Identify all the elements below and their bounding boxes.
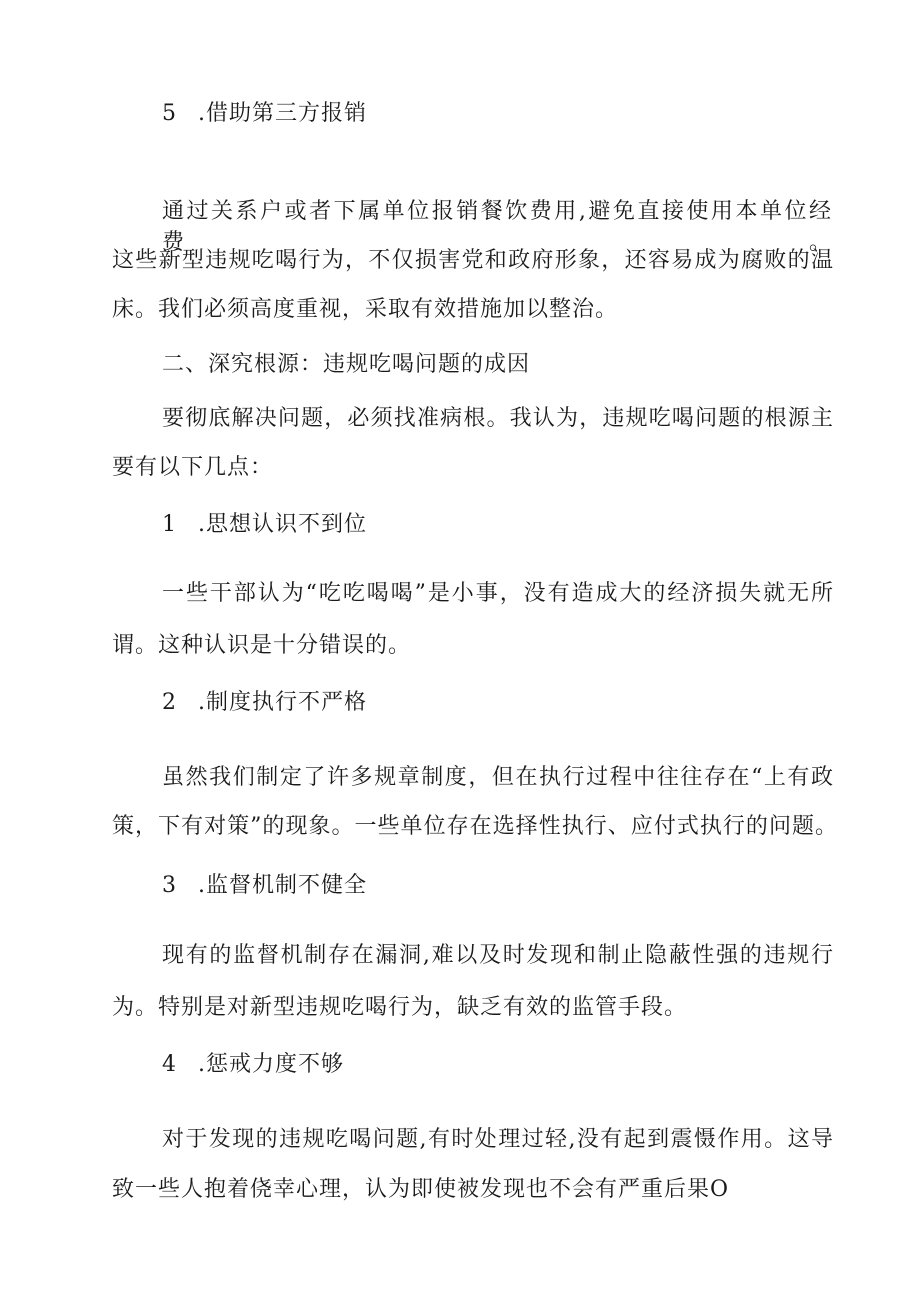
paragraph-line: 对于发现的违规吃喝问题,有时处理过轻,没有起到震慑作用。这导 [162, 1127, 834, 1152]
paragraph-line: 致一些人抱着侥幸心理，认为即使被发现也不会有严重后果O [112, 1177, 730, 1202]
section-heading: 二、深究根源：违规吃喝问题的成因 [162, 352, 531, 377]
paragraph-line: 一些干部认为“吃吃喝喝”是小事，没有造成大的经济损失就无所 [162, 581, 834, 606]
heading-item-4 [162, 1047, 344, 1078]
heading-text: .思想认识不到位 [198, 512, 367, 537]
heading-item-2 [162, 685, 367, 716]
heading-item-3 [162, 868, 367, 899]
paragraph-line: 策，下有对策”的现象。一些单位存在选择性执行、应付式执行的问题。 [112, 814, 838, 839]
heading-item-5 [162, 96, 367, 127]
heading-number: 2 [162, 690, 177, 715]
paragraph-line: 虽然我们制定了许多规章制度，但在执行过程中往往存在“上有政 [162, 765, 834, 790]
heading-text: .借助第三方报销 [198, 101, 367, 126]
paragraph-line: 现有的监督机制存在漏洞,难以及时发现和制止隐蔽性强的违规行 [162, 943, 834, 968]
heading-text: .监督机制不健全 [198, 873, 367, 898]
paragraph-line: 床。我们必须高度重视，采取有效措施加以整治。 [112, 297, 619, 322]
paragraph-line: 要彻底解决问题，必须找准病根。我认为，违规吃喝问题的根源主 [162, 406, 834, 431]
paragraph-line: 通过关系户或者下属单位报销餐饮费用,避免直接使用本单位经费。 [162, 199, 832, 255]
heading-item-1 [162, 507, 367, 538]
heading-number: 4 [162, 1052, 177, 1077]
heading-text: .惩戒力度不够 [198, 1052, 344, 1077]
paragraph-line: 为。特别是对新型违规吃喝行为，缺乏有效的监管手段。 [112, 995, 688, 1020]
paragraph-line: 谓。这种认识是十分错误的。 [112, 633, 412, 658]
heading-number: 1 [162, 512, 177, 537]
heading-number: 5 [162, 101, 177, 126]
heading-number: 3 [162, 873, 177, 898]
paragraph-line: 要有以下几点： [112, 455, 274, 480]
heading-text: .制度执行不严格 [198, 690, 367, 715]
paragraph-line: 这些新型违规吃喝行为，不仅损害党和政府形象，还容易成为腐败的温 [112, 248, 834, 273]
